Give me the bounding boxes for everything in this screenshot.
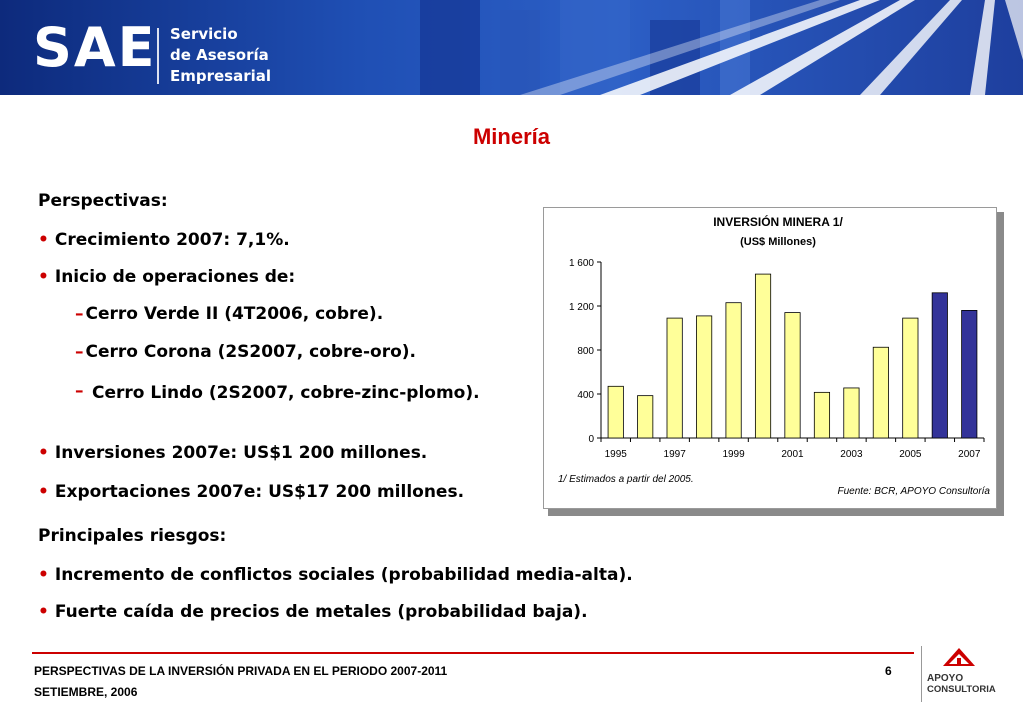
apoyo-logo-line1: APOYO — [927, 673, 964, 684]
logo-subtitle-line: de Asesoría — [170, 46, 269, 64]
y-tick-label: 800 — [577, 346, 594, 357]
bullet-text: Inversiones 2007e: US$1 200 millones. — [54, 443, 428, 463]
x-tick-label: 2007 — [958, 449, 981, 460]
bar-2000 — [755, 274, 770, 438]
chart-panel — [543, 207, 997, 509]
footer-divider — [32, 652, 914, 654]
bar-1998 — [696, 316, 711, 438]
bar-1996 — [638, 396, 653, 438]
bullet-text: Incremento de conflictos sociales (probabilidad media-alta). — [54, 565, 633, 585]
bullet-icon: • — [38, 443, 49, 463]
x-tick-label: 1997 — [663, 449, 686, 460]
bar-2005 — [903, 318, 918, 438]
y-tick-label: 1 200 — [568, 302, 594, 313]
dash-icon: – — [75, 304, 84, 324]
bullet-item — [38, 230, 290, 250]
bar-2007 — [962, 310, 977, 438]
dash-icon: – — [75, 381, 84, 401]
bar-2004 — [873, 347, 888, 438]
bar-2001 — [785, 313, 800, 438]
risks-heading: Principales riesgos: — [38, 526, 227, 546]
bullet-item — [38, 482, 464, 502]
bar-2006 — [932, 293, 947, 438]
bar-1999 — [726, 303, 741, 438]
x-tick-label: 1999 — [722, 449, 745, 460]
chart-footnote: 1/ Estimados a partir del 2005. — [558, 474, 694, 485]
logo-subtitle-line: Servicio — [170, 25, 238, 43]
bar-1997 — [667, 318, 682, 438]
bar-1995 — [608, 386, 623, 438]
bullet-text: Exportaciones 2007e: US$17 200 millones. — [54, 482, 465, 502]
sub-item-text: Cerro Verde II (4T2006, cobre). — [85, 304, 384, 324]
logo-subtitle-line: Empresarial — [170, 67, 272, 85]
perspectives-heading: Perspectivas: — [38, 191, 168, 211]
chart-source: Fuente: BCR, APOYO Consultoría — [837, 486, 990, 497]
sub-item-text: Cerro Lindo (2S2007, cobre-zinc-plomo). — [92, 383, 480, 403]
footer-report-title: PERSPECTIVAS DE LA INVERSIÓN PRIVADA EN EL PERIODO 2007-2011 — [34, 664, 448, 678]
logo-subtitle — [170, 24, 271, 87]
bar-2002 — [814, 392, 829, 438]
apoyo-logo-line2: CONSULTORIA — [927, 684, 996, 695]
bullet-icon: • — [38, 565, 49, 585]
bullet-text: Crecimiento 2007: 7,1%. — [54, 230, 290, 250]
investment-chart — [544, 208, 996, 508]
sub-item-text: Cerro Corona (2S2007, cobre-oro). — [85, 342, 416, 362]
y-tick-label: 0 — [588, 434, 594, 445]
bullet-icon: • — [38, 267, 49, 287]
chart-title: INVERSIÓN MINERA 1/ — [713, 215, 843, 229]
sae-logo: SAE — [33, 16, 157, 79]
sub-item — [75, 342, 416, 362]
apoyo-logo — [921, 644, 1017, 704]
bar-2003 — [844, 388, 859, 438]
page-title: Minería — [472, 124, 551, 149]
y-tick-label: 400 — [577, 390, 594, 401]
sub-item-dash — [75, 381, 86, 401]
dash-icon: – — [75, 342, 84, 362]
bullet-text: Fuerte caída de precios de metales (probabilidad baja). — [54, 602, 588, 622]
bullet-icon: • — [38, 482, 49, 502]
x-tick-label: 2003 — [840, 449, 863, 460]
bullet-item — [38, 267, 295, 287]
logo-separator — [157, 28, 159, 84]
bullet-text: Inicio de operaciones de: — [54, 267, 296, 287]
sub-item — [75, 304, 383, 324]
y-tick-label: 1 600 — [568, 258, 594, 269]
apoyo-logo-icon — [921, 644, 1017, 704]
x-tick-label: 1995 — [604, 449, 627, 460]
x-tick-label: 2005 — [899, 449, 922, 460]
header-banner — [0, 0, 1023, 95]
bullet-item — [38, 443, 427, 463]
x-tick-label: 2001 — [781, 449, 804, 460]
chart-subtitle: (US$ Millones) — [740, 236, 816, 248]
page-number: 6 — [885, 664, 892, 678]
footer-date: SETIEMBRE, 2006 — [34, 685, 138, 699]
bullet-icon: • — [38, 230, 49, 250]
bullet-item — [38, 565, 633, 585]
bullet-icon: • — [38, 602, 49, 622]
bullet-item — [38, 602, 588, 622]
